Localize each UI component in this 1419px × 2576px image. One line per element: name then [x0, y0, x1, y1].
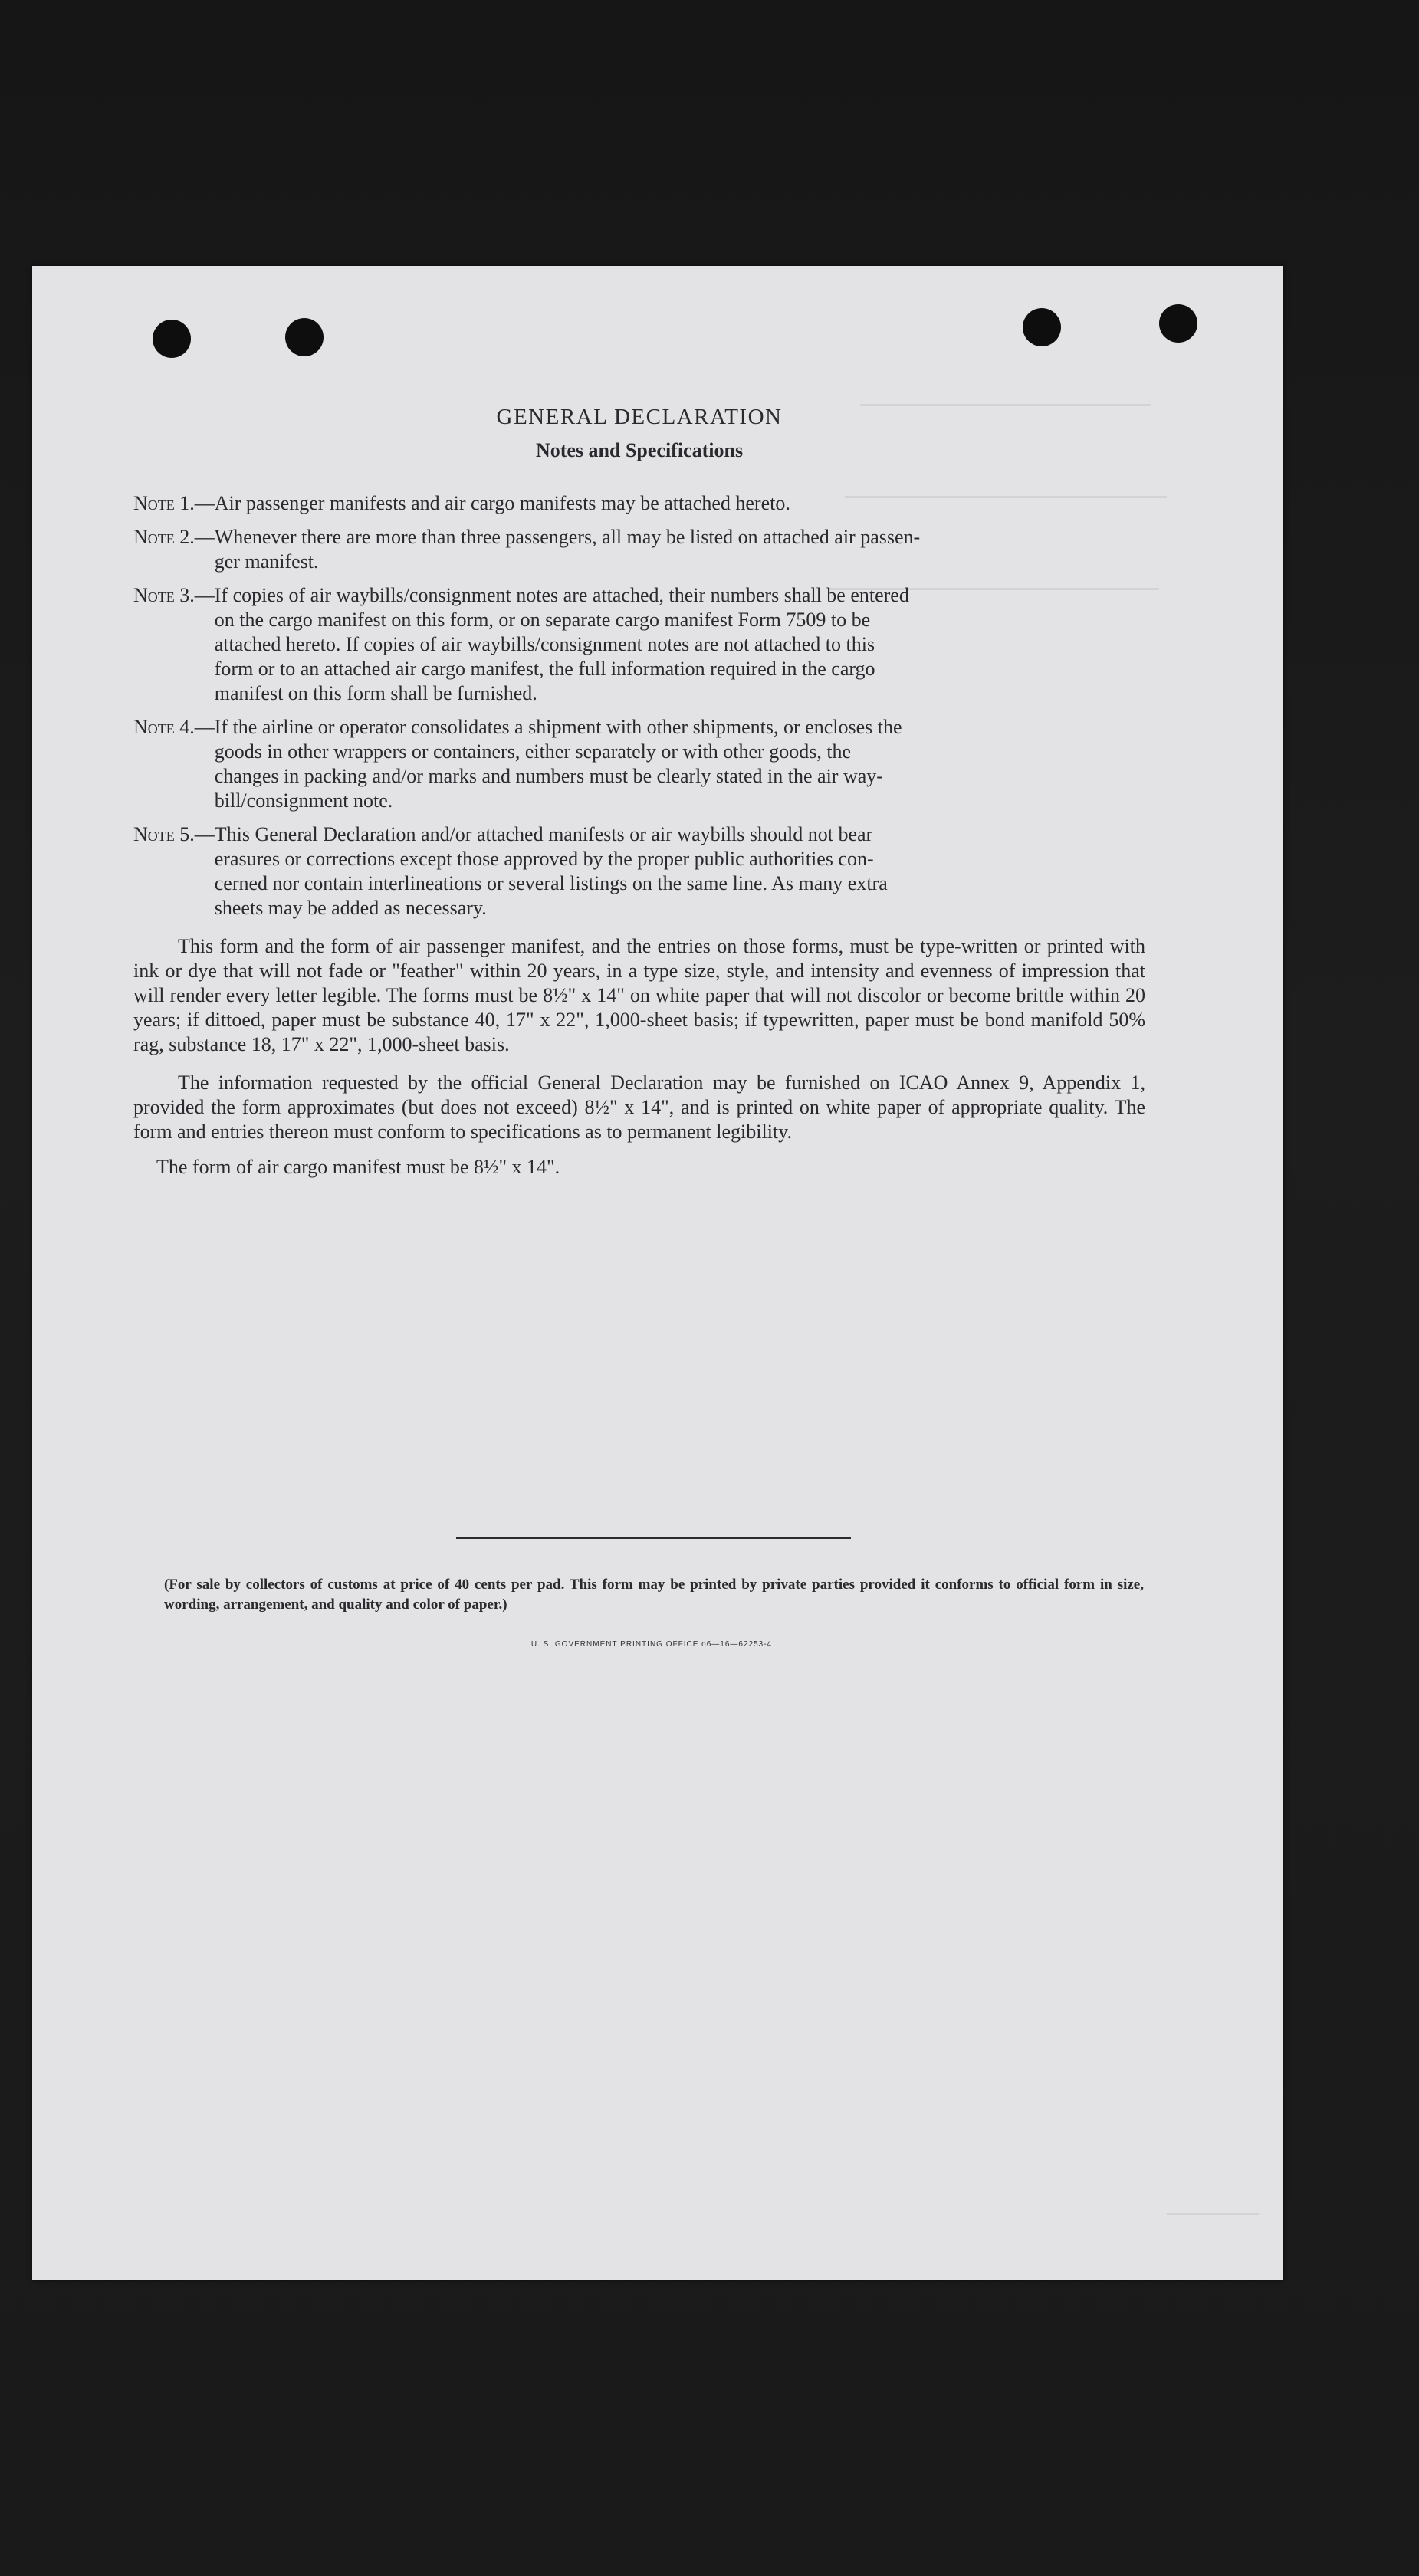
note-item [133, 715, 1145, 813]
note-line: Whenever there are more than three passengers, all may be listed on attached air passen- [214, 526, 921, 548]
note-text [215, 491, 1145, 516]
note-item [133, 822, 1145, 920]
note-line: manifest on this form shall be furnished. [214, 682, 537, 704]
legibility-paragraph: This form and the form of air passenger manifest, and the entries on those forms, must be type-written or printed with ink or dye that will not fade or "feather" within 20 years, in a type size, style, and intensity and evenness of impression that will render every letter legible. The forms must be 8½" x 14" on white paper that will not discolor or become brittle within 20 years; if dittoed, paper must be substance 40, 17" x 22", 1,000-sheet basis; if typewritten, paper must be bond manifold 50% rag, substance 18, 17" x 22", 1,000-sheet basis. [133, 935, 1145, 1055]
printing-office-line: U. S. GOVERNMENT PRINTING OFFICE o6—16—62253-4 [530, 1640, 773, 1649]
note-line: bill/consignment note. [214, 789, 393, 812]
note-label: Note 3.— [133, 584, 215, 606]
punch-hole [285, 318, 324, 356]
separator-rule [456, 1537, 851, 1539]
note-label: Note 1.— [133, 492, 215, 514]
note-line: erasures or corrections except those approved by the proper public authorities con- [214, 848, 874, 870]
sale-note: (For sale by collectors of customs at price of 40 cents per pad. This form may be printed by private parties provided it conforms to official form in size, wording, arrangement, and quality and color of paper.) [164, 1577, 1144, 1613]
punch-hole [1023, 308, 1061, 346]
note-text [215, 822, 1145, 920]
note-line: form or to an attached air cargo manifest, the full information required in the cargo [214, 658, 875, 680]
note-text [215, 583, 1145, 706]
note-text [215, 525, 1145, 574]
note-line: Air passenger manifests and air cargo manifests may be attached hereto. [214, 492, 790, 514]
note-item [133, 525, 1145, 574]
note-line: attached hereto. If copies of air waybills/consignment notes are not attached to this [214, 633, 875, 655]
document-subtitle: Notes and Specifications [535, 439, 744, 461]
note-line: ger manifest. [214, 550, 319, 573]
note-text [215, 715, 1145, 813]
note-label: Note 2.— [133, 526, 215, 548]
note-line: changes in packing and/or marks and numbers must be clearly stated in the air way- [214, 765, 883, 787]
document-title: GENERAL DECLARATION [496, 405, 783, 429]
note-label: Note 5.— [133, 823, 215, 845]
note-line: goods in other wrappers or containers, either separately or with other goods, the [214, 740, 852, 763]
declaration-content [133, 405, 1145, 1180]
note-label: Note 4.— [133, 716, 215, 738]
note-line: cerned nor contain interlineations or several listings on the same line. As many extra [214, 872, 888, 894]
note-item [133, 583, 1145, 706]
note-line: If copies of air waybills/consignment notes are attached, their numbers shall be entered [214, 584, 909, 606]
icao-paragraph: The information requested by the official General Declaration may be furnished on ICAO Annex 9, Appendix 1, provided the form approximates (but does not exceed) 8½" x 14", and is printed on white paper of appropriate quality. The form and entries thereon must conform to specifications as to permanent legibility. [133, 1071, 1145, 1143]
punch-hole [153, 320, 191, 358]
note-line: This General Declaration and/or attached manifests or air waybills should not bear [214, 823, 873, 845]
note-line: If the airline or operator consolidates a shipment with other shipments, or encloses the [214, 716, 902, 738]
cargo-manifest-size-paragraph: The form of air cargo manifest must be 8½" x 14". [156, 1156, 560, 1178]
note-line: on the cargo manifest on this form, or on separate cargo manifest Form 7509 to be [214, 609, 871, 631]
notes-list [133, 491, 1145, 920]
punch-hole [1159, 304, 1197, 343]
bleed-through-mark [1167, 2213, 1259, 2215]
note-line: sheets may be added as necessary. [214, 897, 487, 919]
note-item [133, 491, 1145, 516]
